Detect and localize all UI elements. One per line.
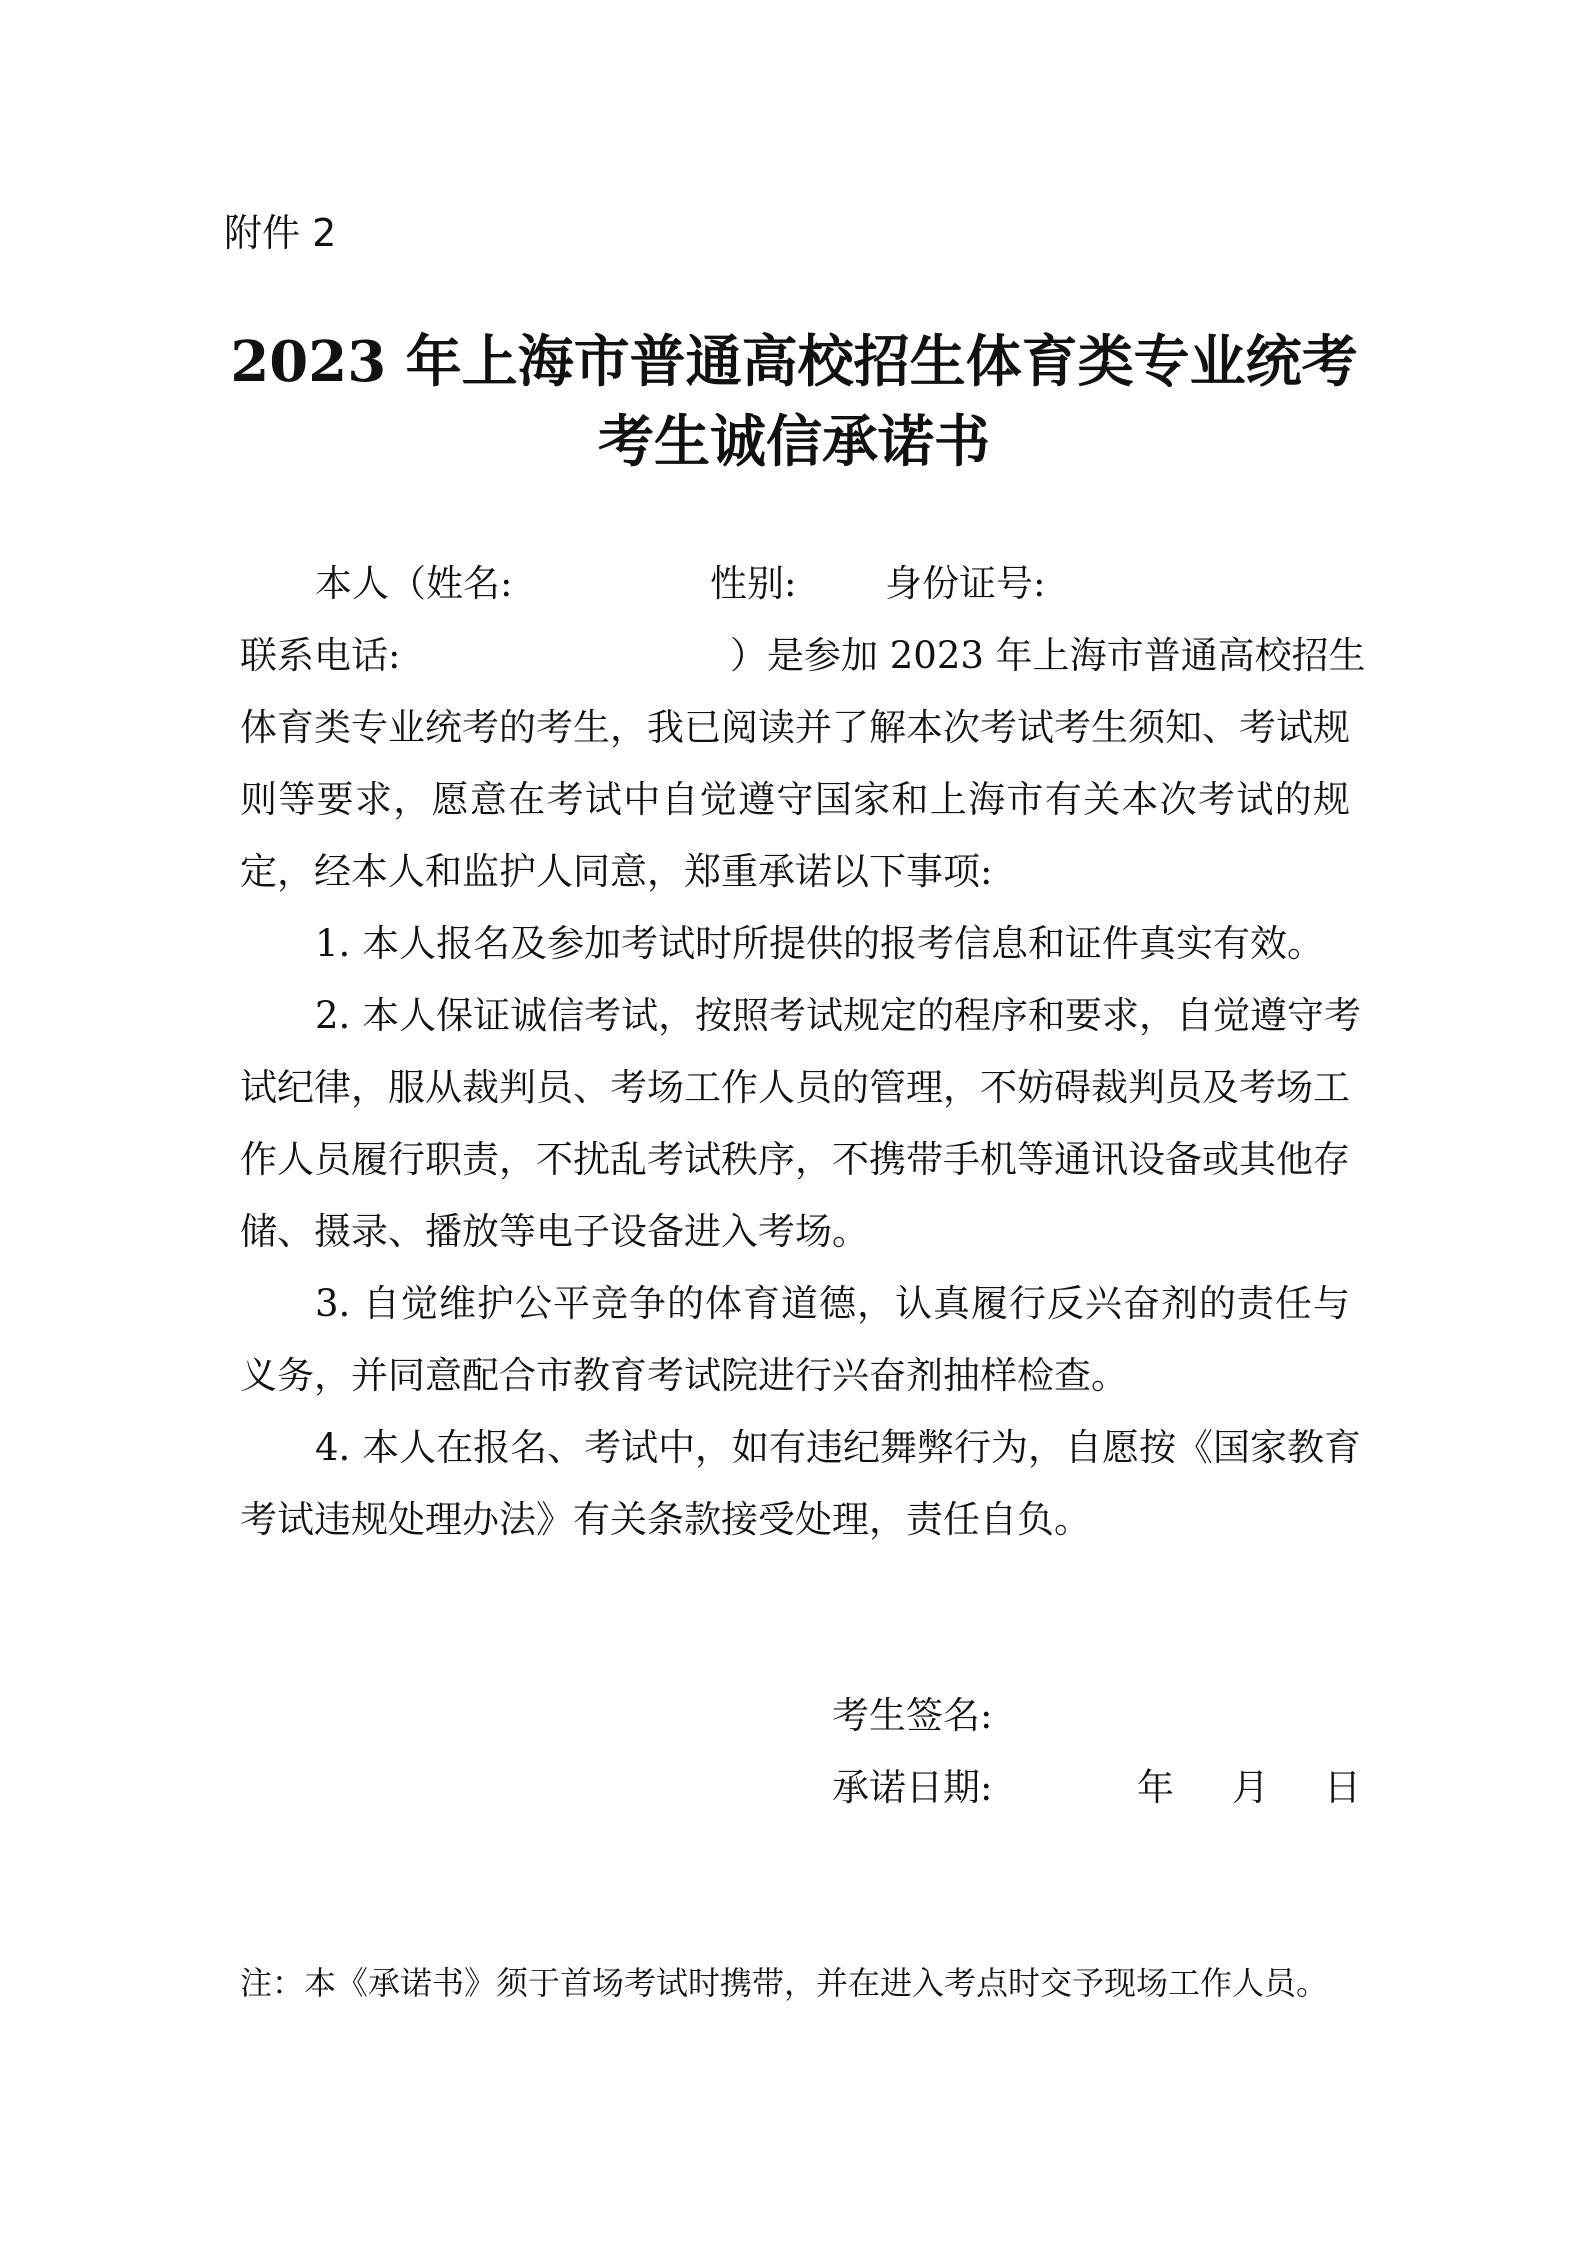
intro-line-2-text: ）是参加 2023 年上海市普通高校招生 xyxy=(730,634,1366,677)
signature-label: 考生签名: xyxy=(832,1694,993,1737)
intro-line-2 xyxy=(240,620,1366,692)
intro-line-4: 则等要求，愿意在考试中自觉遵守国家和上海市有关本次考试的规 xyxy=(240,778,1350,821)
intro-line-1 xyxy=(240,548,1350,620)
signature-row xyxy=(832,1680,992,1752)
item-2-line-2: 试纪律，服从裁判员、考场工作人员的管理，不妨碍裁判员及考场工 xyxy=(240,1066,1350,1109)
item-3-line-1: 3. 自觉维护公平竞争的体育道德，认真履行反兴奋剂的责任与 xyxy=(315,1282,1350,1325)
date-row xyxy=(832,1752,1361,1824)
item-2-line-3: 作人员履行职责，不扰乱考试秩序，不携带手机等通讯设备或其他存 xyxy=(240,1138,1350,1181)
date-day-label: 日 xyxy=(1324,1766,1361,1809)
document-title-line-2: 考生诚信承诺书 xyxy=(598,409,990,475)
date-year-label: 年 xyxy=(1137,1766,1174,1809)
name-label: 本人（姓名: xyxy=(315,562,513,605)
phone-label: 联系电话: xyxy=(240,634,401,677)
id-number-label: 身份证号: xyxy=(885,562,1046,605)
item-2-line-1: 2. 本人保证诚信考试，按照考试规定的程序和要求，自觉遵守考 xyxy=(315,994,1362,1037)
gender-label: 性别: xyxy=(710,562,797,605)
commitment-body xyxy=(240,548,1366,1556)
intro-line-5: 定，经本人和监护人同意，郑重承诺以下事项: xyxy=(240,850,993,893)
item-1-line-1: 1. 本人报名及参加考试时所提供的报考信息和证件真实有效。 xyxy=(315,922,1325,965)
intro-line-3: 体育类专业统考的考生，我已阅读并了解本次考试考生须知、考试规 xyxy=(240,706,1350,749)
date-month-label: 月 xyxy=(1232,1766,1269,1809)
attachment-label: 附件 2 xyxy=(224,211,337,255)
item-3-line-2: 义务，并同意配合市教育考试院进行兴奋剂抽样检查。 xyxy=(240,1354,1128,1397)
item-4-line-2: 考试违规处理办法》有关条款接受处理，责任自负。 xyxy=(240,1498,1091,1541)
date-label: 承诺日期: xyxy=(832,1766,993,1809)
item-2-line-4: 储、摄录、播放等电子设备进入考场。 xyxy=(240,1210,869,1253)
item-4-line-1: 4. 本人在报名、考试中，如有违纪舞弊行为，自愿按《国家教育 xyxy=(315,1426,1362,1469)
signature-block xyxy=(832,1680,1361,1824)
footnote: 注：本《承诺书》须于首场考试时携带，并在进入考点时交予现场工作人员。 xyxy=(240,1964,1329,2002)
document-title-line-1: 2023 年上海市普通高校招生体育类专业统考 xyxy=(230,329,1358,395)
